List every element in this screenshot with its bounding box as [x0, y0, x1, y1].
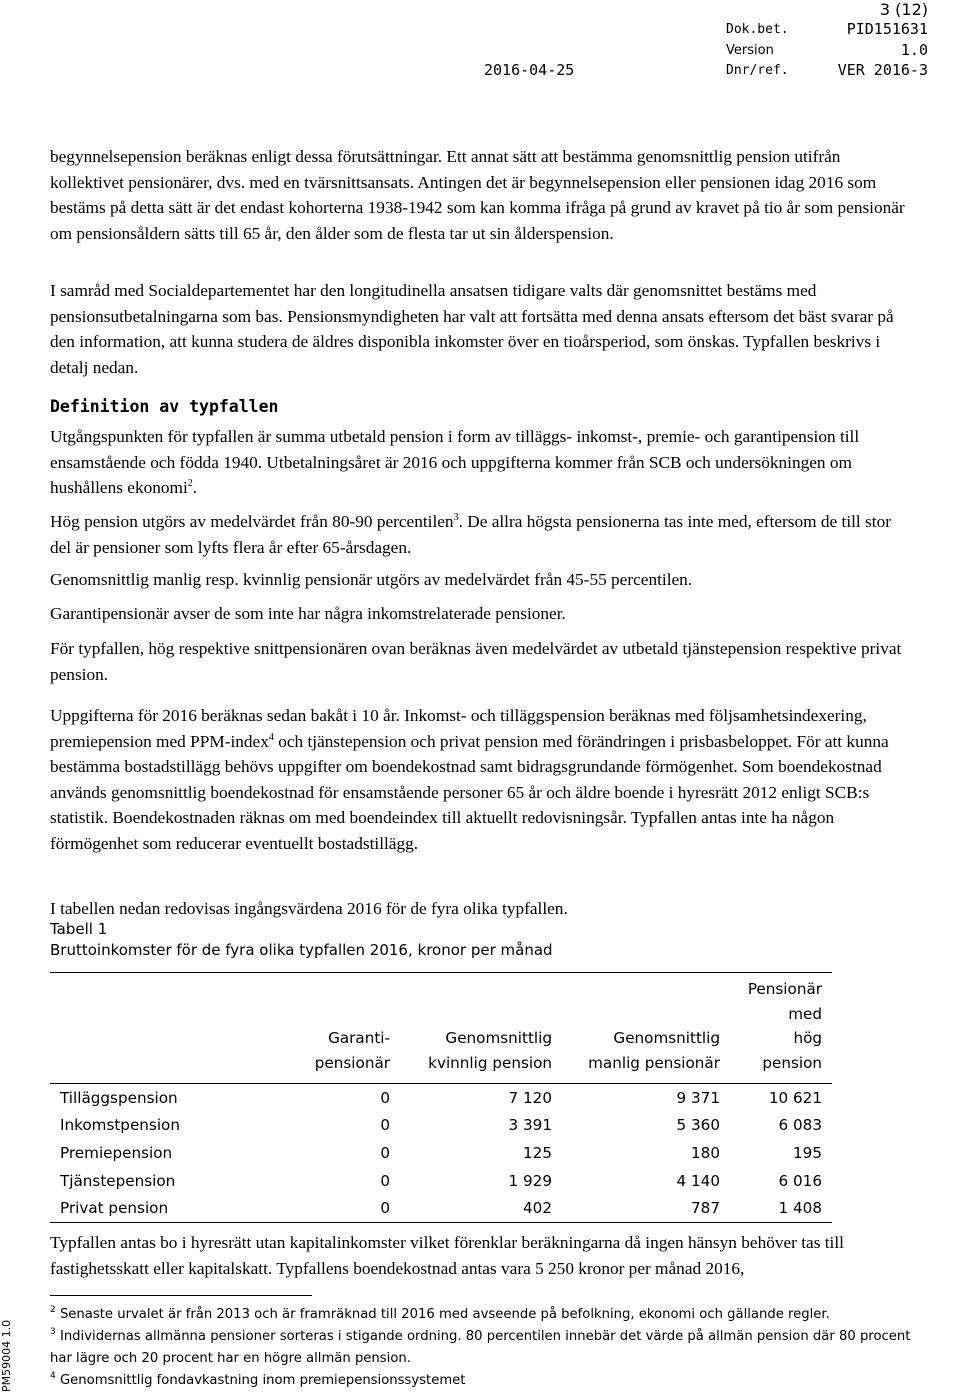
table-cell: 402 — [523, 1199, 552, 1218]
table-cell: 0 — [380, 1143, 390, 1162]
table-cell: 4 140 — [676, 1171, 720, 1190]
dnr-value: VER 2016-3 — [837, 61, 928, 79]
row-label: Privat pension — [60, 1199, 169, 1218]
section-heading: Definition av typfallen — [50, 397, 279, 416]
table-cell: 0 — [380, 1088, 390, 1107]
table-cell: 1 408 — [778, 1199, 822, 1218]
row-label: Tilläggspension — [60, 1088, 178, 1107]
header-hog: Pensionär med hög pension — [747, 980, 822, 1072]
table-caption: Bruttoinkomster för de fyra olika typfallen 2016, kronor per månad — [50, 941, 553, 959]
table-row — [50, 1194, 832, 1222]
table-cell: 125 — [523, 1143, 552, 1162]
table-row — [50, 1167, 832, 1195]
footnote-separator — [50, 1295, 312, 1296]
table-cell: 3 391 — [508, 1116, 552, 1135]
footnote-ref-2: 2 — [187, 478, 193, 489]
dnr-label: Dnr/ref. — [726, 63, 789, 78]
table-cell: 9 371 — [676, 1088, 720, 1107]
paragraph-high-pension: Hög pension utgörs av medelvärdet från 80-90 percentilen$^3$. De allra högsta pensionerna tas inte med, eftersom de till stor del är pensioner som lyfts flera år efter 65-årsdagen. — [50, 512, 891, 557]
row-label: Inkomstpension — [60, 1116, 180, 1135]
table-label: Tabell 1 — [50, 920, 108, 938]
footnote-3: $^3$ Individernas allmänna pensioner sorteras i stigande ordning. 80 percentilen innebär det värde på allmän pension där 80 procent har lägre och 20 procent har en högre allmän pension. — [50, 1327, 911, 1366]
footnote-4: $^4$ Genomsnittlig fondavkastning inom premiepensionssystemet — [50, 1371, 466, 1388]
version-value: 1.0 — [900, 41, 928, 59]
table-cell: 5 360 — [676, 1116, 720, 1135]
table-cell: 180 — [691, 1143, 720, 1162]
table-cell: 0 — [380, 1171, 390, 1190]
table-cell: 7 120 — [508, 1088, 552, 1107]
paragraph-backcalc: Uppgifterna för 2016 beräknas sedan bakåt i 10 år. Inkomst- och tilläggspension beräknas med följsamhetsindexering, premiepension med PPM-index$^4$ och tjänstepension och privat pension med förändringen i prisbasbeloppet. För att kunna bestämma bostadstillägg behövs uppgifter om boendekostnad samt bidragsgrundande förmögenhet. Som boendekostnad används genomsnittlig boendekostnad för ensamstående personer 65 år och äldre boende i hyresrätt 2012 enligt SCB:s statistik. Boendekostnaden räknas om med boendeindex till aktuellt redovisningsår. Typfallen antas inte ha någon förmögenhet som reducerar eventuellt bostadstillägg. — [50, 706, 889, 853]
footnote-2: $^2$ Senaste urvalet är från 2013 och är framräknad till 2016 med avseende på befolkning, ekonomi och gällande regler. — [50, 1305, 830, 1322]
table-cell: 10 621 — [768, 1088, 822, 1107]
paragraph-guarantee: Garantipensionär avser de som inte har några inkomstrelaterade pensioner. — [50, 604, 566, 623]
table-cell: 0 — [380, 1199, 390, 1218]
document-date: 2016-04-25 — [484, 61, 575, 79]
table-cell: 6 083 — [778, 1116, 822, 1135]
page-number: 3 (12) — [879, 0, 928, 19]
footnote-ref-4: 4 — [268, 731, 274, 743]
header-manlig: Genomsnittlig manlig pensionär — [588, 1029, 720, 1072]
row-label: Premiepension — [60, 1143, 173, 1162]
table-cell: 0 — [380, 1116, 390, 1135]
version-label: Version — [726, 43, 774, 58]
table-header-row — [50, 973, 832, 1084]
paragraph-method: I samråd med Socialdepartementet har den longitudinella ansatsen tidigare valts där genomsnittet bestäms med pensionsutbetalningarna som bas. Pensionsmyndigheten har valt att fortsätta med denna ansats eftersom det bäst svarar på den information, att kunna studera de äldres disponibla inkomster över en tioårsperiod, som önskas. Typfallen beskrivs i detalj nedan. — [50, 281, 894, 377]
paragraph-intro: begynnelsepension beräknas enligt dessa förutsättningar. Ett annat sätt att bestämma genomsnittlig pension utifrån kollektivet pensionärer, dvs. med en tvärsnittsansats. Antingen det är begynnelsepension eller pensionen idag 2016 som bestäms på detta sätt är det endast kohorterna 1938-1942 som kan komma ifråga på grund av kravet på tio år som pensionär om pensionsåldern sätts till 65 år, den ålder som de flesta tar ut sin ålderspension. — [50, 147, 905, 243]
paragraph-average: Genomsnittlig manlig resp. kvinnlig pensionär utgörs av medelvärdet från 45-55 percentilen. — [50, 570, 693, 589]
income-table — [50, 972, 832, 1223]
table-row — [50, 1112, 832, 1140]
paragraph-housing: Typfallen antas bo i hyresrätt utan kapitalinkomster vilket förenklar beräkningarna då ingen hänsyn behöver tas till fastighetsskatt eller kapitalskatt. Typfallens boendekostnad antas vara 5 250 kronor per månad 2016, — [50, 1233, 844, 1278]
paragraph-table-intro: I tabellen nedan redovisas ingångsvärdena 2016 för de fyra olika typfallen. — [50, 899, 568, 918]
header-garanti: Garanti- pensionär — [314, 1029, 390, 1072]
template-code: PM59004 1.0 — [0, 1319, 13, 1392]
doc-id: PID151631 — [846, 20, 928, 38]
table-cell: 6 016 — [778, 1171, 822, 1190]
paragraph-definition: Utgångspunkten för typfallen är summa utbetald pension i form av tilläggs- inkomst-, premie- och garantipension till ensamstående och födda 1940. Utbetalningsåret är 2016 och uppgifterna kommer från SCB och undersökningen om hushållens ekonomi$^2$. — [50, 427, 860, 497]
table-row — [50, 1139, 832, 1167]
header-empty — [50, 973, 250, 1084]
footnote-ref-3: 3 — [453, 512, 459, 523]
table-cell: 787 — [691, 1199, 720, 1218]
row-label: Tjänstepension — [60, 1171, 176, 1190]
header-kvinnlig: Genomsnittlig kvinnlig pension — [428, 1029, 552, 1072]
doc-type-label: Dok.bet. — [726, 22, 789, 37]
table-row — [50, 1084, 832, 1112]
table-cell: 1 929 — [508, 1171, 552, 1190]
table-cell: 195 — [793, 1143, 822, 1162]
paragraph-occupational: För typfallen, hög respektive snittpensionären ovan beräknas även medelvärdet av utbetald tjänstepension respektive privat pension. — [50, 639, 902, 684]
